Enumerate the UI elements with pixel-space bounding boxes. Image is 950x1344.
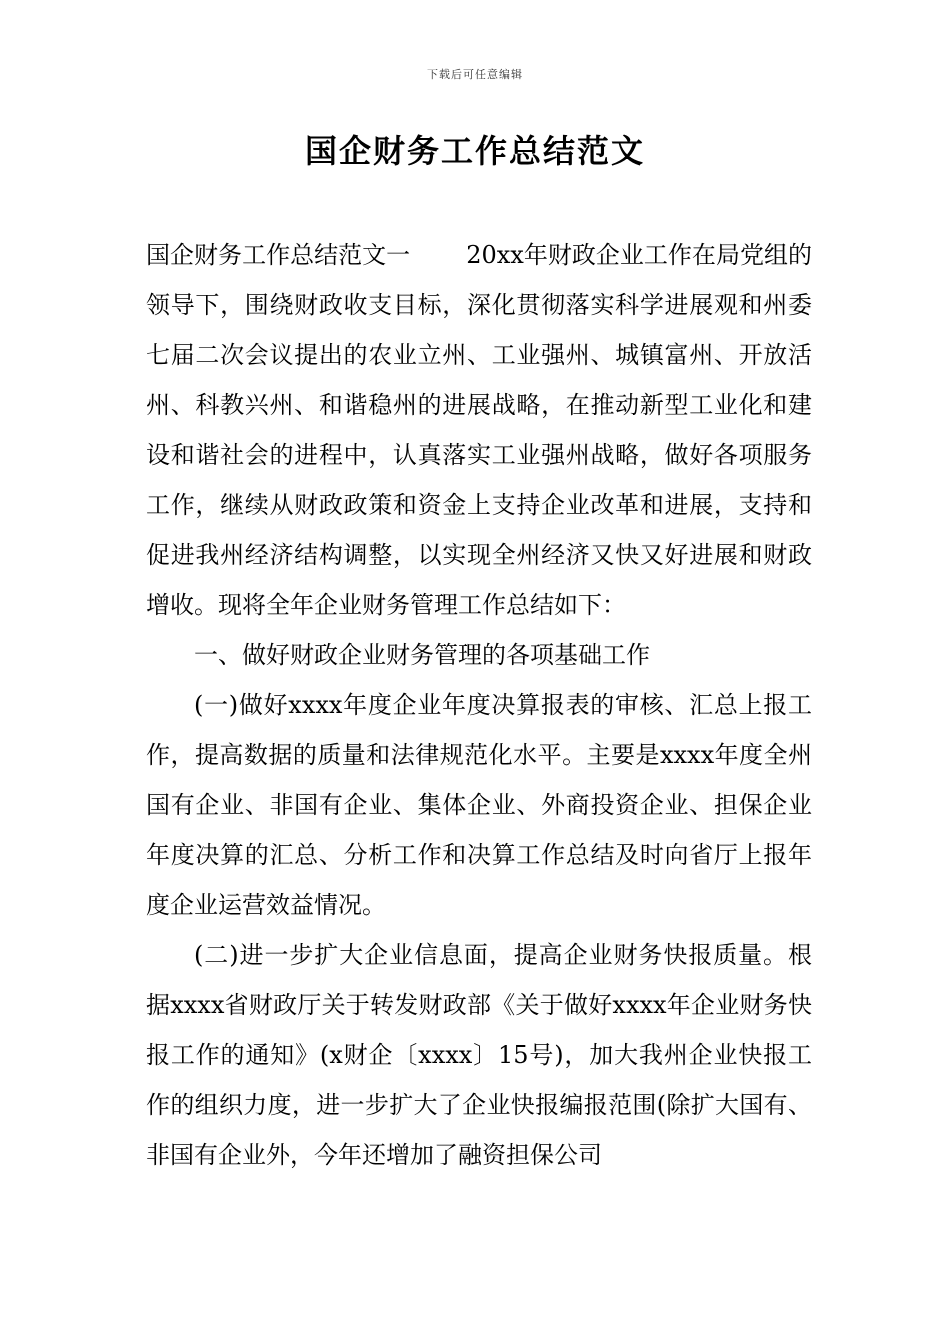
page-title: 国企财务工作总结范文 xyxy=(304,132,645,170)
intro-label: 国企财务工作总结范文一 xyxy=(146,241,411,269)
header-note: 下载后可任意编辑 xyxy=(427,68,523,81)
paragraph-intro xyxy=(146,230,812,630)
paragraph-text: (二)进一步扩大企业信息面，提高企业财务快报质量。根据xxxx省财政厅关于转发财政部《关于做好xxxx年企业财务快报工作的通知》(x财企〔xxxx〕15号)，加大我州企业快报工作的组织力度，进一步扩大了企业快报编报范围(除扩大国有、非国有企业外，今年还增加了融资担保公司 xyxy=(146,941,812,1169)
document-body xyxy=(146,230,812,1180)
paragraph-text: (一)做好xxxx年度企业年度决算报表的审核、汇总上报工作，提高数据的质量和法律规范化水平。主要是xxxx年度全州国有企业、非国有企业、集体企业、外商投资企业、担保企业年度决算的汇总、分析工作和决算工作总结及时向省厅上报年度企业运营效益情况。 xyxy=(146,691,812,919)
section-heading: 一、做好财政企业财务管理的各项基础工作 xyxy=(194,641,650,669)
paragraph-text: 20xx年财政企业工作在局党组的领导下，围绕财政收支目标，深化贯彻落实科学进展观和州委七届二次会议提出的农业立州、工业强州、城镇富州、开放活州、科教兴州、和谐稳州的进展战略，在推动新型工业化和建设和谐社会的进程中，认真落实工业强州战略，做好各项服务工作，继续从财政政策和资金上支持企业改革和进展，支持和促进我州经济结构调整，以实现全州经济又快又好进展和财政增收。现将全年企业财务管理工作总结如下： xyxy=(146,241,812,619)
